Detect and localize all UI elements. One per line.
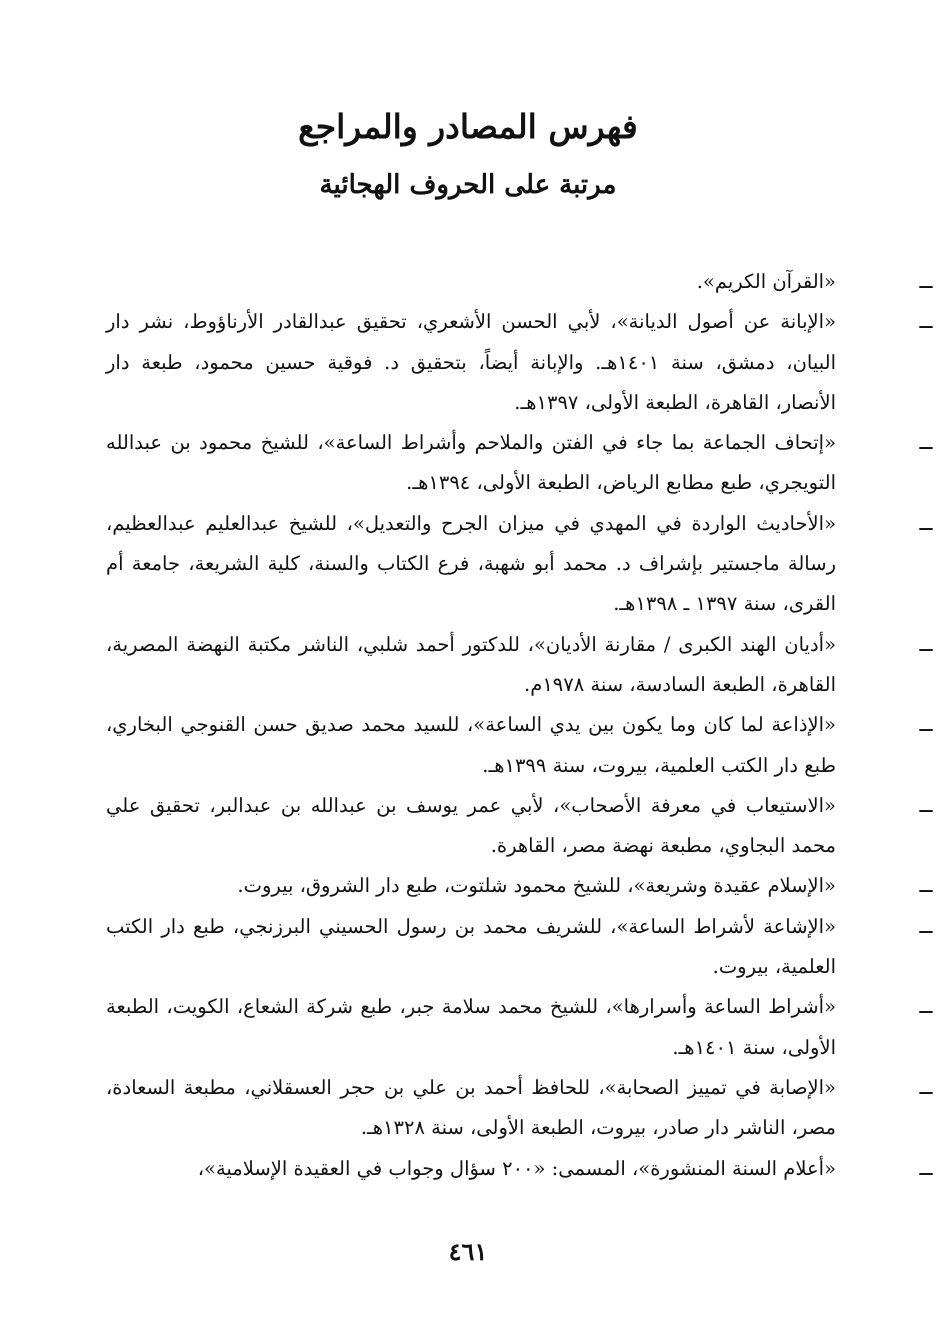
reference-text: «الاستيعاب في معرفة الأصحاب»، لأبي عمر يوسف بن عبدالله بن عبدالبر، تحقيق علي محمد البجاوي، مطبعة نهضة مصر، القاهرة.: [106, 793, 836, 858]
reference-entry: [106, 786, 933, 867]
reference-text: «أشراط الساعة وأسرارها»، للشيخ محمد سلامة جبر، طبع شركة الشعاع، الكويت، الطبعة الأولى، سنة ١٤٠١هـ.: [106, 995, 836, 1059]
reference-text: «الإذاعة لما كان وما يكون بين يدي الساعة»، للسيد محمد صديق حسن القنوجي البخاري، طبع دار الكتب العلمية، بيروت، سنة ١٣٩٩هـ.: [106, 713, 836, 777]
entry-bullet: ــ: [919, 510, 933, 536]
reference-text: «القرآن الكريم».: [696, 270, 836, 293]
reference-entry: [106, 504, 933, 625]
page-subtitle: مرتبة على الحروف الهجائية: [319, 170, 617, 200]
reference-text: «أديان الهند الكبرى / مقارنة الأديان»، للدكتور أحمد شلبي، الناشر مكتبة النهضة المصرية، القاهرة، الطبعة السادسة، سنة ١٩٧٨م.: [106, 632, 836, 696]
reference-entry: [106, 1068, 933, 1149]
reference-entry: [106, 302, 933, 423]
reference-entry: [106, 625, 933, 706]
reference-text: «الأحاديث الواردة في المهدي في ميزان الجرح والتعديل»، للشيخ عبدالعليم عبدالعظيم، رسالة ماجستير بإشراف د. محمد أبو شهبة، فرع الكتاب والسنة، كلية الشريعة، جامعة أم القرى، سنة ١٣٩٧ ـ ١٣٩٨هـ.: [106, 511, 836, 616]
entry-bullet: ــ: [919, 994, 933, 1020]
entry-bullet: ــ: [919, 873, 933, 899]
entry-bullet: ــ: [919, 269, 933, 294]
page-number: ٤٦١: [448, 1237, 488, 1266]
reference-entry: [106, 705, 933, 786]
reference-entry: [106, 1149, 933, 1189]
reference-text: «أعلام السنة المنشورة»، المسمى: «٢٠٠ سؤال وجواب في العقيدة الإسلامية»،: [197, 1156, 836, 1180]
entry-bullet: ــ: [919, 913, 933, 939]
reference-entry: [106, 907, 933, 988]
reference-entry: [106, 262, 933, 302]
entry-bullet: ــ: [919, 792, 933, 818]
entry-bullet: ــ: [919, 712, 933, 738]
page-title: فهرس المصادر والمراجع: [298, 107, 638, 146]
entry-bullet: ــ: [919, 631, 933, 657]
references-list: [106, 262, 933, 1189]
reference-text: «الإصابة في تمييز الصحابة»، للحافظ أحمد بن علي بن حجر العسقلاني، مطبعة السعادة، مصر، الناشر دار صادر، بيروت، الطبعة الأولى، سنة ١٣٢٨هـ.: [106, 1075, 836, 1140]
reference-entry: [106, 423, 933, 504]
reference-text: «إتحاف الجماعة بما جاء في الفتن والملاحم وأشراط الساعة»، للشيخ محمود بن عبدالله التويجري، طبع مطابع الرياض، الطبعة الأولى، ١٣٩٤هـ.: [106, 431, 836, 495]
reference-text: «الإبانة عن أصول الديانة»، لأبي الحسن الأشعري، تحقيق عبدالقادر الأرناؤوط، نشر دار البيان، دمشق، سنة ١٤٠١هـ. والإبانة أيضاً، بتحقيق د. فوقية حسين محمود، طبعة دار الأنصار، القاهرة، الطبعة الأولى، ١٣٩٧هـ.: [106, 310, 836, 414]
reference-text: «الإسلام عقيدة وشريعة»، للشيخ محمود شلتوت، طبع دار الشروق، بيروت.: [237, 874, 836, 898]
reference-text: «الإشاعة لأشراط الساعة»، للشريف محمد بن رسول الحسيني البرزنجي، طبع دار الكتب العلمية، بيروت.: [106, 914, 836, 979]
entry-bullet: ــ: [919, 430, 933, 456]
reference-entry: [106, 987, 933, 1068]
reference-entry: [106, 866, 933, 906]
entry-bullet: ــ: [919, 1074, 933, 1100]
entry-bullet: ــ: [919, 1155, 933, 1181]
entry-bullet: ــ: [919, 309, 933, 335]
